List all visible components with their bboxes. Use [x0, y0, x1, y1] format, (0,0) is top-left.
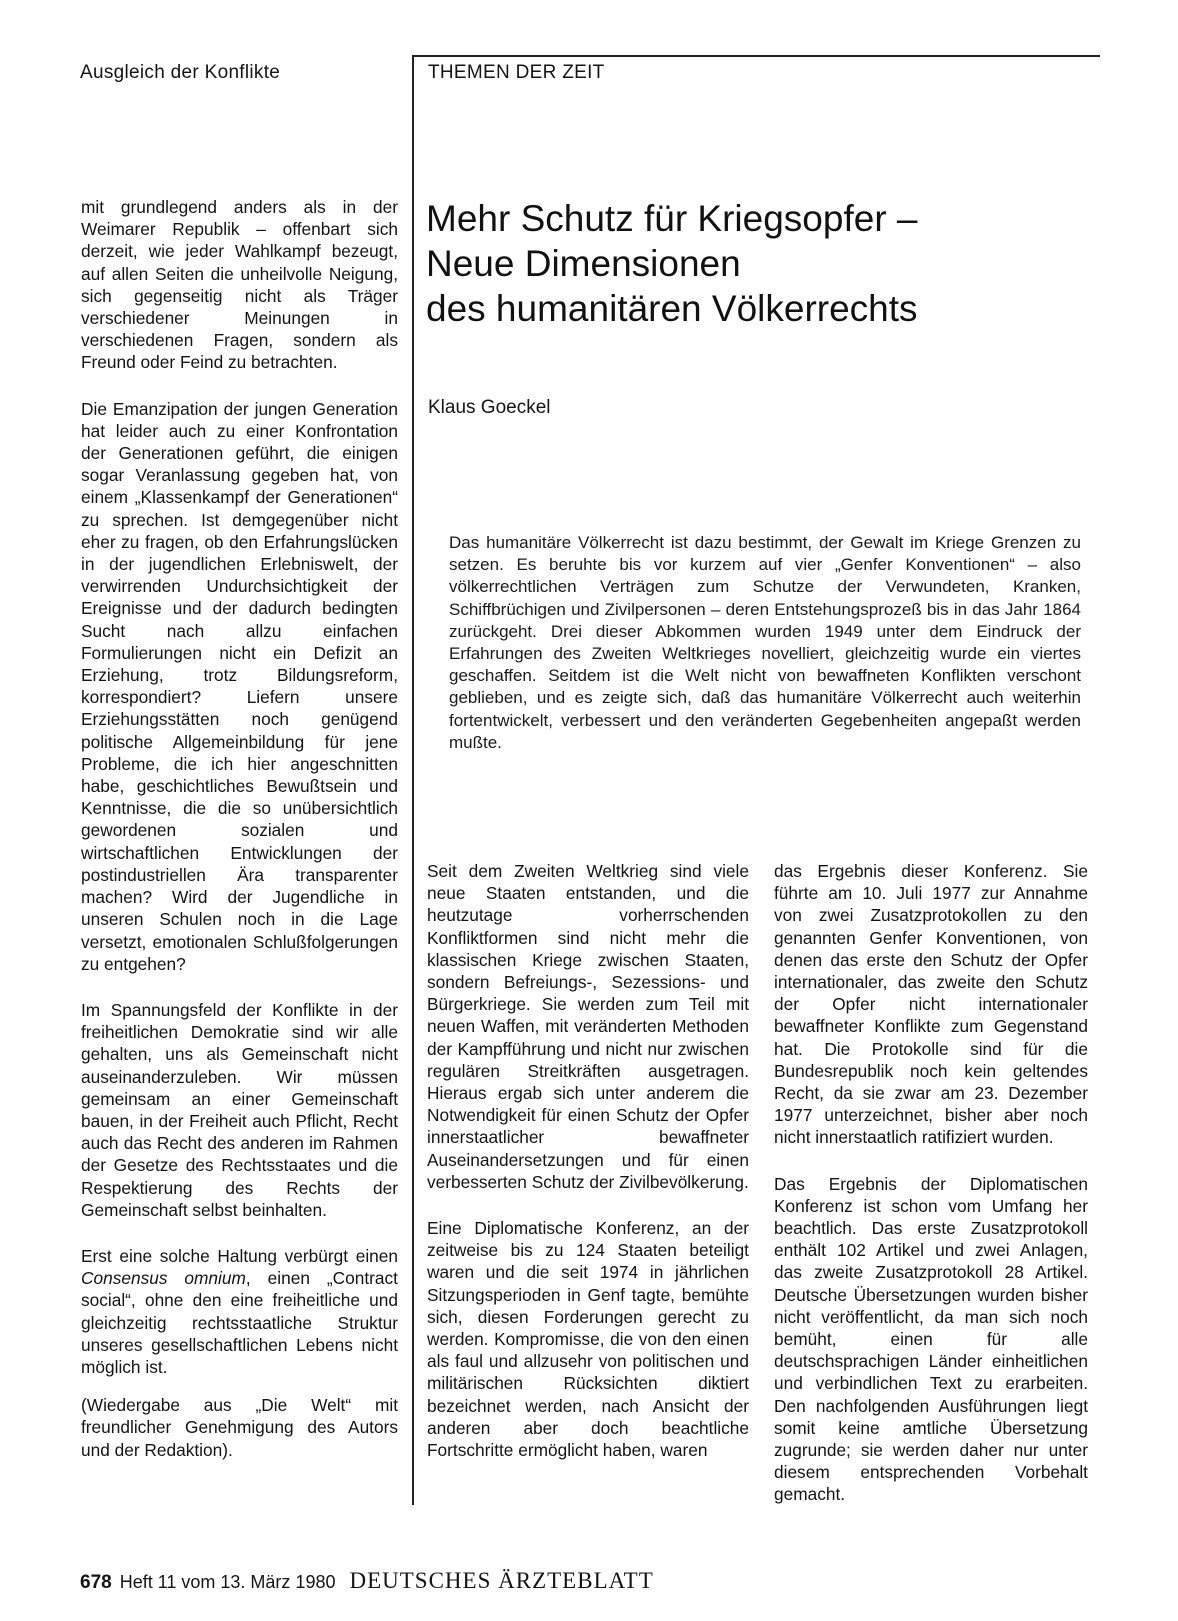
issue-info: Heft 11 vom 13. März 1980 [119, 1572, 336, 1592]
right-column [774, 860, 1088, 1530]
text-run: Erst eine solche Haltung verbürgt einen [81, 1245, 398, 1266]
paragraph: Das Ergebnis der Diplomatischen Konferenz ist schon vom Umfang her beachtlich. Das erste Zusatzprotokoll enthält 102 Artikel und zwei Anlagen, das zweite Zusatzprotokoll 28 Artikel. Deutsche Übersetzungen wurden bisher nicht veröffentlicht, da man sich noch bemüht, einen für alle deutschsprachigen Länder einheitlichen und verbindlichen Text zu erarbeiten. Den nachfolgenden Ausführungen liegt somit keine amtliche Übersetzung zugrunde; sie werden daher nur unter diesem entsprechenden Vorbehalt gemacht. [774, 1173, 1088, 1505]
article-title [426, 196, 1086, 331]
section-label-right: THEMEN DER ZEIT [428, 62, 605, 83]
section-label-left: Ausgleich der Konflikte [80, 62, 281, 83]
page-number: 678 [80, 1572, 112, 1593]
title-line: Neue Dimensionen [426, 243, 741, 284]
paragraph: (Wiedergabe aus „Die Welt“ mit freundlicher Genehmigung des Autors und der Redaktion). [81, 1395, 398, 1460]
paragraph: das Ergebnis dieser Konferenz. Sie führte am 10. Juli 1977 zur Annahme von zwei Zusatzprotokollen zu den genannten Genfer Konventionen, von denen das erste den Schutz der Opfer internationaler, das zweite den Schutz der Opfer nicht internationaler bewaffneter Konflikte zum Gegenstand hat. Die Protokolle sind für die Bundesrepublik noch kein geltendes Recht, da sie zwar am 23. Dezember 1977 unterzeichnet, bisher aber noch nicht innerstaatlich ratifiziert wurden. [774, 861, 1088, 1148]
middle-column [427, 860, 749, 1485]
journal-name: DEUTSCHES ÄRZTEBLATT [349, 1568, 654, 1593]
paragraph: Im Spannungsfeld der Konflikte in der freiheitlichen Demokratie sind wir alle gehalten, uns als Gemeinschaft nicht auseinanderzuleben. Wir müssen gemeinsam an einer Gemeinschaft bauen, in der Freiheit auch Pflicht, Recht auch das Recht des anderen im Rahmen der Gesetze des Rechtsstaates und die Respektierung des Rechts der Gemeinschaft selbst beinhalten. [81, 999, 398, 1220]
header-rule [413, 55, 1100, 57]
paragraph: Seit dem Zweiten Weltkrieg sind viele neue Staaten entstanden, und die heutzutage vorherrschenden Konfliktformen sind nicht mehr die klassischen Kriege zwischen Staaten, sondern Befreiungs-, Sezessions- und Bürgerkriege. Sie werden zum Teil mit neuen Waffen, mit veränderten Methoden der Kampfführung und nicht nur zwischen regulären Streitkräften ausgetragen. Hieraus ergab sich unter anderem die Notwendigkeit für einen Schutz der Opfer innerstaatlicher bewaffneter Auseinandersetzungen und für einen verbesserten Schutz der Zivilbevölkerung. [427, 861, 749, 1192]
text-run: , einen „Contract social“, ohne den eine freiheitliche und gleichzeitig rechtsstaatliche Struktur unseres gesellschaftlichen Lebens nicht möglich ist. [81, 1268, 398, 1377]
title-line: des humanitären Völkerrechts [426, 288, 918, 329]
paragraph: mit grundlegend anders als in der Weimarer Republik – offenbart sich derzeit, wie jeder Wahlkampf bezeugt, auf allen Seiten die unheilvolle Neigung, sich gegenseitig nicht als Träger verschiedener Meinungen in verschiedenen Fragen, sondern als Freund oder Feind zu betrachten. [81, 197, 398, 373]
paragraph: Eine Diplomatische Konferenz, an der zeitweise bis zu 124 Staaten beteiligt waren und die seit 1974 in jährlichen Sitzungsperioden in Genf tagte, bemühte sich, diesen Forderungen gerecht zu werden. Kompromisse, die von den einen als faul und allzusehr von politischen und militärischen Rücksichten diktiert bezeichnet werden, nach Ansicht der anderen aber doch beachtliche Fortschritte ermöglicht haben, waren [427, 1218, 749, 1461]
left-column [81, 196, 398, 1485]
article-author: Klaus Goeckel [428, 397, 551, 418]
column-divider [412, 55, 414, 1505]
paragraph: Die Emanzipation der jungen Generation hat leider auch zu einer Konfrontation der Generationen geführt, die einigen sogar Veranlassung gegeben hat, von einem „Klassenkampf der Generationen“ zu sprechen. Ist demgegenüber nicht eher zu fragen, ob den Erfahrungslücken in der jugendlichen Erlebniswelt, der verwirrenden Undurchsichtigkeit der Ereignisse und der dadurch bedingten Sucht nach allzu einfachen Formulierungen nicht ein Defizit an Erziehung, trotz Bildungsreform, korrespondiert? Liefern unsere Erziehungsstätten noch genügend politische Allgemeinbildung für jene Probleme, die ich hier angeschnitten habe, geschichtliches Bewußtsein und Kenntnisse, die die so unübersichtlich gewordenen sozialen und wirtschaftlichen Entwicklungen der postindustriellen Ära transparenter machen? Wird der Jugendliche in unseren Schulen noch in die Lage versetzt, emotionalen Schlußfolgerungen zu entgehen? [81, 398, 398, 974]
title-line: Mehr Schutz für Kriegsopfer – [426, 198, 918, 239]
italic-term: Consensus omnium [81, 1268, 246, 1289]
page-footer [80, 1568, 654, 1594]
article-abstract: Das humanitäre Völkerrecht ist dazu bestimmt, der Gewalt im Kriege Grenzen zu setzen. Es beruhte bis vor kurzem auf vier „Genfer Konventionen“ – also völkerrechtlichen Verträgen zum Schutze der Verwundeten, Kranken, Schiffbrüchigen und Zivilpersonen – deren Entstehungsprozeß bis in das Jahr 1864 zurückgeht. Drei dieser Abkommen wurden 1949 unter dem Eindruck der Erfahrungen des Zweiten Weltkrieges novelliert, gleichzeitig wurde ein viertes geschaffen. Seitdem ist die Welt nicht von bewaffneten Konflikten verschont geblieben, und es zeigte sich, daß das humanitäre Völkerrecht auch weiterhin fortentwickelt, verbessert und den veränderten Gegebenheiten angepaßt werden mußte. [449, 533, 1081, 752]
paragraph [81, 1245, 398, 1378]
